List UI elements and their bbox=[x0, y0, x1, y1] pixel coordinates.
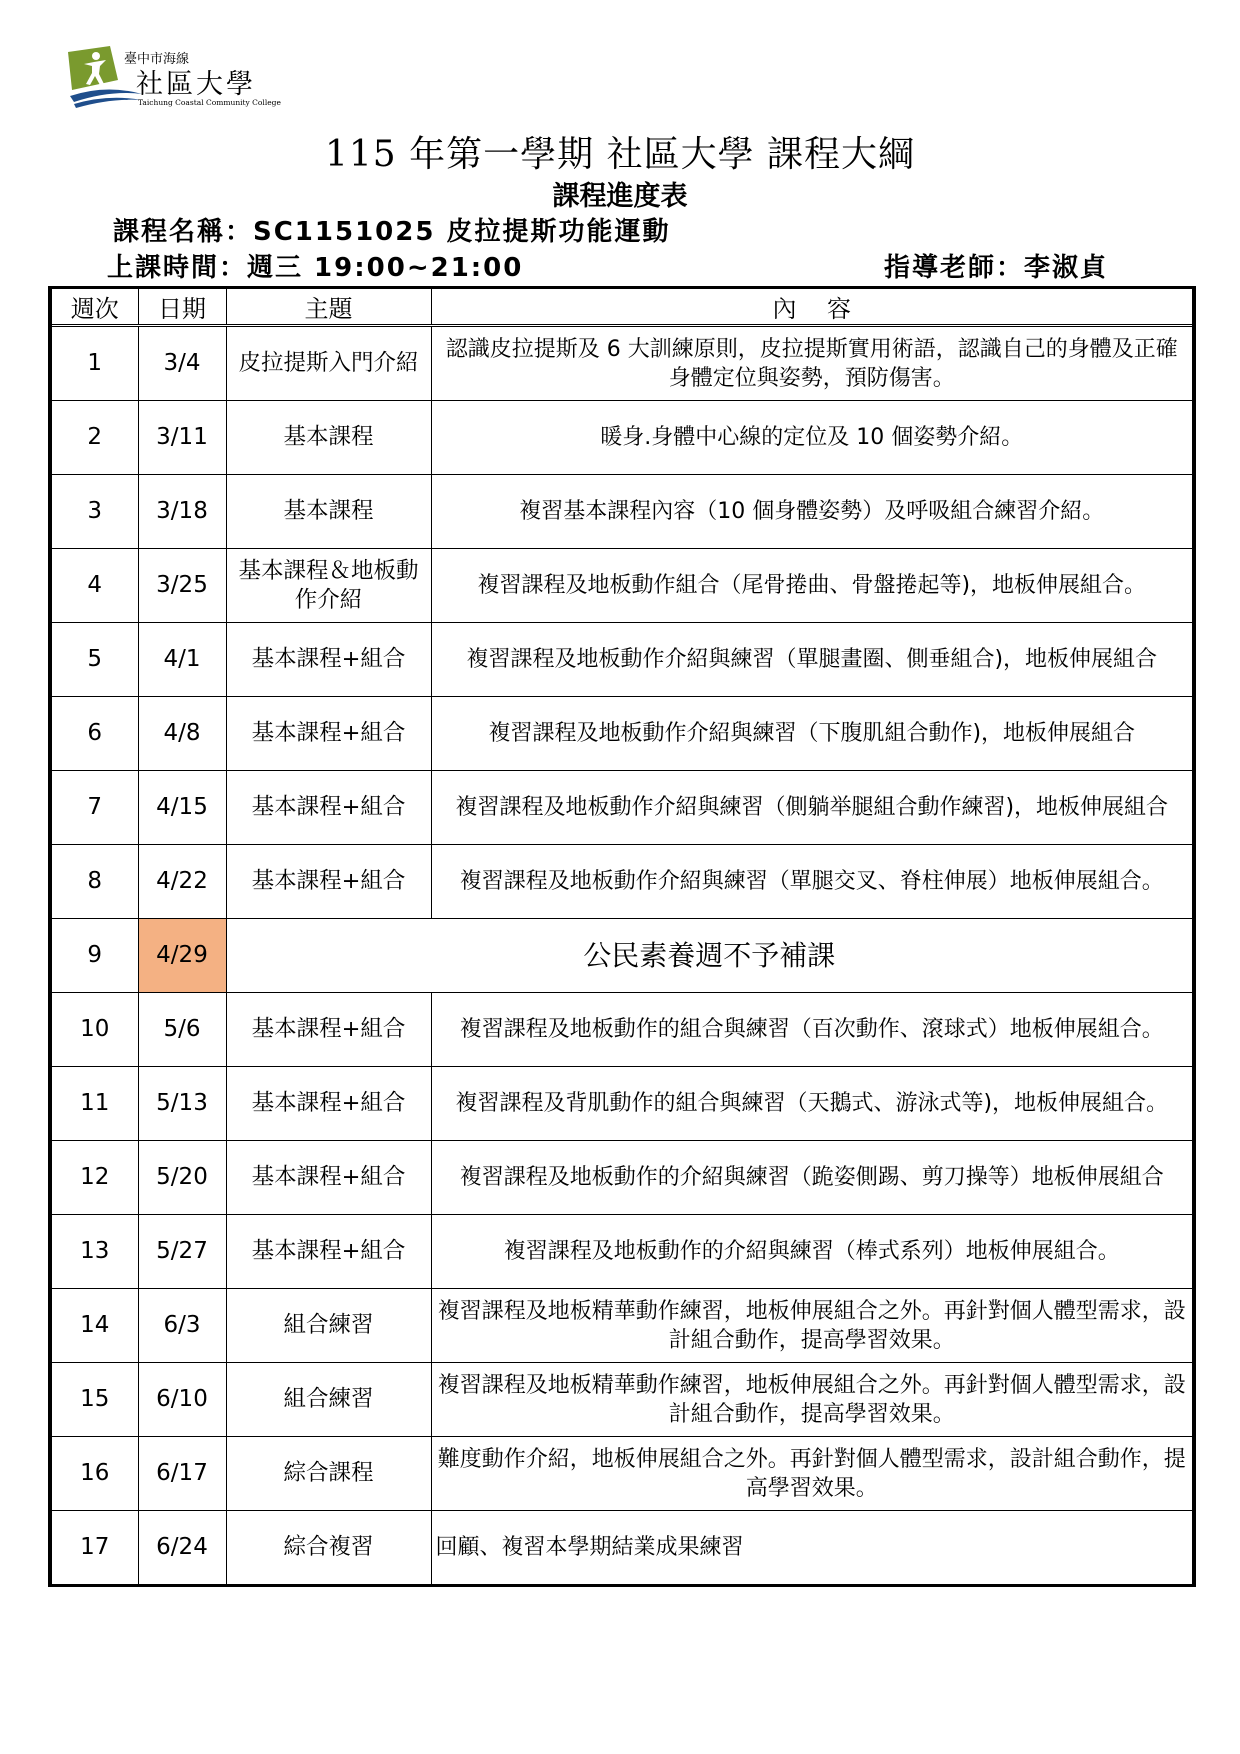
topic-cell: 基本課程+組合 bbox=[226, 623, 431, 697]
week-cell: 2 bbox=[50, 401, 138, 475]
content-cell: 複習基本課程內容（10 個身體姿勢）及呼吸組合練習介紹。 bbox=[431, 475, 1194, 549]
content-cell: 複習課程及地板動作介紹與練習（下腹肌組合動作)，地板伸展組合 bbox=[431, 697, 1194, 771]
topic-cell: 基本課程+組合 bbox=[226, 993, 431, 1067]
week-cell: 15 bbox=[50, 1363, 138, 1437]
header-content: 內 容 bbox=[431, 288, 1194, 326]
topic-cell: 基本課程 bbox=[226, 475, 431, 549]
topic-cell: 基本課程+組合 bbox=[226, 697, 431, 771]
table-row bbox=[50, 1289, 1194, 1363]
content-cell: 暖身.身體中心線的定位及 10 個姿勢介紹。 bbox=[431, 401, 1194, 475]
content-cell: 複習課程及地板動作的組合與練習（百次動作、滾球式）地板伸展組合。 bbox=[431, 993, 1194, 1067]
content-cell: 認識皮拉提斯及 6 大訓練原則，皮拉提斯實用術語，認識自己的身體及正確身體定位與姿勢，預防傷害。 bbox=[431, 326, 1194, 401]
date-cell: 6/17 bbox=[138, 1437, 226, 1511]
logo-english-text: Taichung Coastal Community College bbox=[138, 98, 281, 107]
week-cell: 13 bbox=[50, 1215, 138, 1289]
table-row bbox=[50, 623, 1194, 697]
content-cell: 複習課程及地板動作介紹與練習（單腿畫圈、側垂組合)，地板伸展組合 bbox=[431, 623, 1194, 697]
table-row bbox=[50, 475, 1194, 549]
date-cell: 6/3 bbox=[138, 1289, 226, 1363]
content-cell: 複習課程及地板精華動作練習，地板伸展組合之外。再針對個人體型需求，設計組合動作，提高學習效果。 bbox=[431, 1363, 1194, 1437]
topic-cell: 基本課程＆地板動作介紹 bbox=[226, 549, 431, 623]
schedule-table bbox=[48, 286, 1196, 1587]
topic-cell: 組合練習 bbox=[226, 1289, 431, 1363]
date-cell: 5/13 bbox=[138, 1067, 226, 1141]
date-cell: 6/10 bbox=[138, 1363, 226, 1437]
topic-cell: 皮拉提斯入門介紹 bbox=[226, 326, 431, 401]
college-logo bbox=[66, 44, 286, 110]
topic-cell: 基本課程+組合 bbox=[226, 771, 431, 845]
topic-cell: 基本課程+組合 bbox=[226, 1141, 431, 1215]
table-row bbox=[50, 549, 1194, 623]
header-topic: 主題 bbox=[226, 288, 431, 326]
topic-cell: 組合練習 bbox=[226, 1363, 431, 1437]
date-cell: 4/1 bbox=[138, 623, 226, 697]
table-row bbox=[50, 326, 1194, 401]
content-cell: 複習課程及地板動作的介紹與練習（跪姿側踢、剪刀操等）地板伸展組合 bbox=[431, 1141, 1194, 1215]
table-row bbox=[50, 1067, 1194, 1141]
teacher-name: 指導老師：李淑貞 bbox=[884, 253, 1109, 283]
week-cell: 11 bbox=[50, 1067, 138, 1141]
topic-cell: 綜合複習 bbox=[226, 1511, 431, 1586]
table-row bbox=[50, 845, 1194, 919]
topic-cell: 基本課程+組合 bbox=[226, 845, 431, 919]
date-cell: 4/22 bbox=[138, 845, 226, 919]
date-cell: 3/18 bbox=[138, 475, 226, 549]
date-cell: 3/11 bbox=[138, 401, 226, 475]
course-name: 課程名稱：SC1151025 皮拉提斯功能運動 bbox=[113, 217, 671, 247]
week-cell: 14 bbox=[50, 1289, 138, 1363]
document-title: 115 年第一學期 社區大學 課程大綱 bbox=[324, 134, 916, 175]
date-cell: 4/15 bbox=[138, 771, 226, 845]
week-cell: 17 bbox=[50, 1511, 138, 1586]
document-subtitle: 課程進度表 bbox=[552, 181, 688, 212]
topic-cell: 綜合課程 bbox=[226, 1437, 431, 1511]
special-note-cell: 公民素養週不予補課 bbox=[226, 919, 1194, 993]
table-row bbox=[50, 919, 1194, 993]
week-cell: 12 bbox=[50, 1141, 138, 1215]
table-row bbox=[50, 993, 1194, 1067]
content-cell: 複習課程及地板動作介紹與練習（側躺举腿組合動作練習)，地板伸展組合 bbox=[431, 771, 1194, 845]
date-cell: 5/20 bbox=[138, 1141, 226, 1215]
week-cell: 9 bbox=[50, 919, 138, 993]
week-cell: 16 bbox=[50, 1437, 138, 1511]
date-cell: 3/25 bbox=[138, 549, 226, 623]
table-header-row bbox=[50, 288, 1194, 326]
topic-cell: 基本課程 bbox=[226, 401, 431, 475]
table-row bbox=[50, 771, 1194, 845]
header-date: 日期 bbox=[138, 288, 226, 326]
schedule-body bbox=[50, 326, 1194, 1586]
date-cell: 4/29 bbox=[138, 919, 226, 993]
table-row bbox=[50, 1511, 1194, 1586]
date-cell: 3/4 bbox=[138, 326, 226, 401]
content-cell: 複習課程及地板動作介紹與練習（單腿交叉、脊柱伸展）地板伸展組合。 bbox=[431, 845, 1194, 919]
week-cell: 4 bbox=[50, 549, 138, 623]
week-cell: 1 bbox=[50, 326, 138, 401]
topic-cell: 基本課程+組合 bbox=[226, 1215, 431, 1289]
content-cell: 回顧、複習本學期結業成果練習 bbox=[431, 1511, 1194, 1586]
content-cell: 複習課程及地板動作的介紹與練習（棒式系列）地板伸展組合。 bbox=[431, 1215, 1194, 1289]
week-cell: 8 bbox=[50, 845, 138, 919]
table-row bbox=[50, 1363, 1194, 1437]
week-cell: 3 bbox=[50, 475, 138, 549]
table-row bbox=[50, 401, 1194, 475]
table-row bbox=[50, 1215, 1194, 1289]
content-cell: 複習課程及背肌動作的組合與練習（天鵝式、游泳式等)，地板伸展組合。 bbox=[431, 1067, 1194, 1141]
content-cell: 複習課程及地板精華動作練習，地板伸展組合之外。再針對個人體型需求，設計組合動作，提高學習效果。 bbox=[431, 1289, 1194, 1363]
date-cell: 6/24 bbox=[138, 1511, 226, 1586]
table-row bbox=[50, 1437, 1194, 1511]
table-row bbox=[50, 1141, 1194, 1215]
date-cell: 5/6 bbox=[138, 993, 226, 1067]
week-cell: 10 bbox=[50, 993, 138, 1067]
content-cell: 複習課程及地板動作組合（尾骨捲曲、骨盤捲起等)，地板伸展組合。 bbox=[431, 549, 1194, 623]
week-cell: 5 bbox=[50, 623, 138, 697]
logo-city-text: 臺中市海線 bbox=[124, 52, 190, 67]
week-cell: 6 bbox=[50, 697, 138, 771]
table-row bbox=[50, 697, 1194, 771]
date-cell: 5/27 bbox=[138, 1215, 226, 1289]
week-cell: 7 bbox=[50, 771, 138, 845]
logo-name-text: 社區大學 bbox=[136, 69, 256, 100]
content-cell: 難度動作介紹，地板伸展組合之外。再針對個人體型需求，設計組合動作，提高學習效果。 bbox=[431, 1437, 1194, 1511]
date-cell: 4/8 bbox=[138, 697, 226, 771]
class-time: 上課時間：週三 19:00~21:00 bbox=[107, 253, 524, 283]
header-week: 週次 bbox=[50, 288, 138, 326]
topic-cell: 基本課程+組合 bbox=[226, 1067, 431, 1141]
